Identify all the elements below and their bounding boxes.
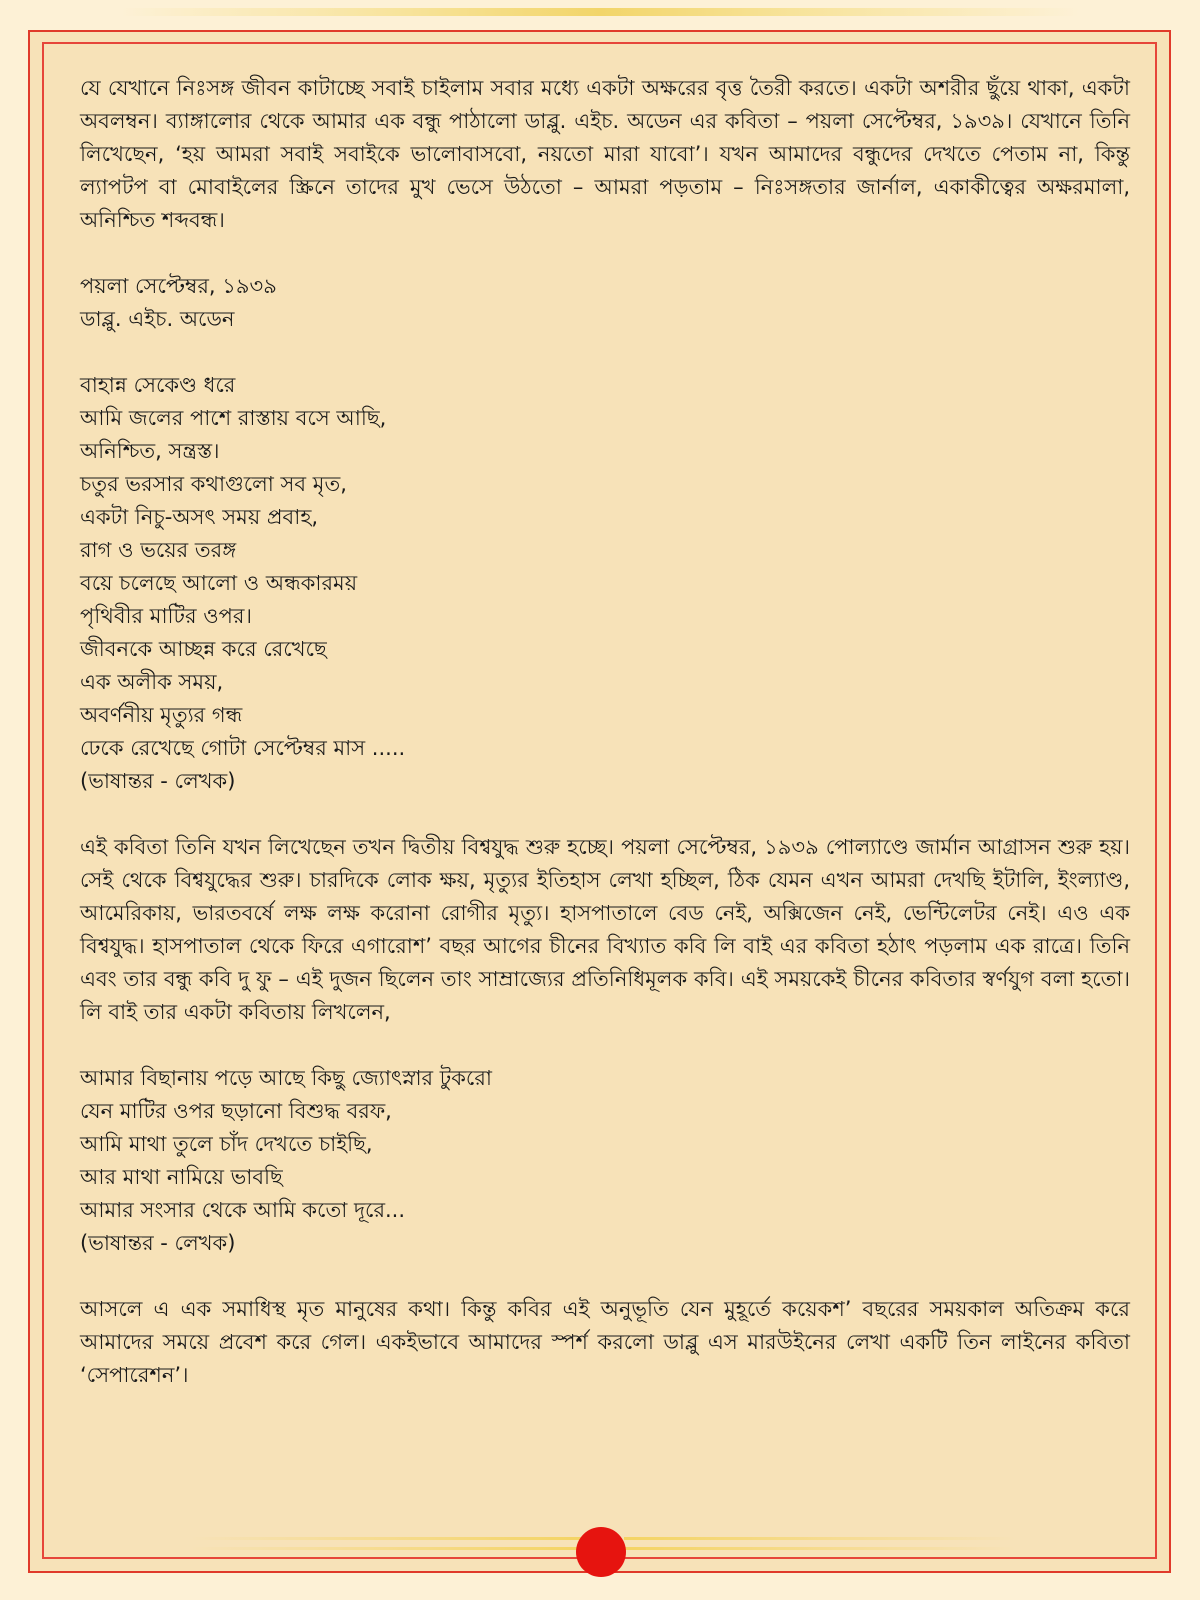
bottom-ornament-line-left-lower bbox=[190, 1547, 582, 1550]
poem-line: রাগ ও ভয়ের তরঙ্গ bbox=[80, 538, 237, 562]
translation-credit: (ভাষান্তর - লেখক) bbox=[80, 769, 236, 793]
poem-line: জীবনকে আচ্ছন্ন করে রেখেছে bbox=[80, 637, 327, 661]
second-paragraph: এই কবিতা তিনি যখন লিখেছেন তখন দ্বিতীয় বিশ্বযুদ্ধ শুরু হচ্ছে। পয়লা সেপ্টেম্বর, ১৯৩৯ পোল্যাণ্ডে জার্মান আগ্রাসন শুরু হয়। সেই থেকে বিশ্বযুদ্ধের শুরু। চারদিকে লোক ক্ষয়, মৃত্যুর ইতিহাস লেখা হচ্ছিল, ঠিক যেমন এখন আমরা দেখছি ইটালি, ইংল্যাণ্ড, আমেরিকায়, ভারতবর্ষে লক্ষ লক্ষ করোনা রোগীর মৃত্যু। হাসপাতালে বেড নেই, অক্সিজেন নেই, ভেন্টিলেটর নেই। এও এক বিশ্বযুদ্ধ। হাসপাতাল থেকে ফিরে এগারোশ’ বছর আগের চীনের বিখ্যাত কবি লি বাই এর কবিতা হঠাৎ পড়লাম এক রাত্রে। তিনি এবং তার বন্ধু কবি দু ফু – এই দুজন ছিলেন তাং সাম্রাজ্যের প্রতিনিধিমূলক কবি। এই সময়কেই চীনের কবিতার স্বর্ণযুগ বলা হতো। লি বাই তার একটা কবিতায় লিখলেন, bbox=[80, 835, 1130, 1024]
red-circle-ornament bbox=[576, 1527, 626, 1577]
bottom-ornament-line-right-lower bbox=[624, 1547, 1016, 1550]
poem-li-bai bbox=[80, 1062, 1130, 1260]
poem-line: একটা নিচু-অসৎ সময় প্রবাহ, bbox=[80, 505, 319, 529]
poem-line: চতুর ভরসার কথাগুলো সব মৃত, bbox=[80, 472, 347, 496]
intro-paragraph: যে যেখানে নিঃসঙ্গ জীবন কাটাচ্ছে সবাই চাইলাম সবার মধ্যে একটা অক্ষরের বৃত্ত তৈরী করতে। একটা অশরীর ছুঁয়ে থাকা, একটা অবলম্বন। ব্যাঙ্গালোর থেকে আমার এক বন্ধু পাঠালো ডাব্লু. এইচ. অডেন এর কবিতা – পয়লা সেপ্টেম্বর, ১৯৩৯। যেখানে তিনি লিখেছেন, ‘হয় আমরা সবাই সবাইকে ভালোবাসবো, নয়তো মারা যাবো’। যখন আমাদের বন্ধুদের দেখতে পেতাম না, কিন্তু ল্যাপটপ বা মোবাইলের স্ক্রিনে তাদের মুখ ভেসে উঠতো – আমরা পড়তাম – নিঃসঙ্গতার জার্নাল, একাকীত্বের অক্ষরমালা, অনিশ্চিত শব্দবন্ধ। bbox=[80, 76, 1130, 232]
poem-line: যেন মাটির ওপর ছড়ানো বিশুদ্ধ বরফ, bbox=[80, 1099, 392, 1123]
poem-line: বয়ে চলেছে আলো ও অন্ধকারময় bbox=[80, 571, 358, 595]
poem-line: অবর্ণনীয় মৃত্যুর গন্ধ bbox=[80, 703, 243, 727]
poem-line: ঢেকে রেখেছে গোটা সেপ্টেম্বর মাস ..... bbox=[80, 736, 406, 760]
poem-line: এক অলীক সময়, bbox=[80, 670, 224, 694]
poem-line: আমার সংসার থেকে আমি কতো দূরে... bbox=[80, 1198, 406, 1222]
page-frame bbox=[28, 30, 1171, 1573]
top-decorative-line bbox=[120, 8, 1080, 16]
poem-line: অনিশ্চিত, সন্ত্রস্ত। bbox=[80, 439, 220, 463]
poem-title: পয়লা সেপ্টেম্বর, ১৯৩৯ bbox=[80, 274, 277, 298]
article-body bbox=[80, 72, 1130, 1392]
poem-line: আমি জলের পাশে রাস্তায় বসে আছি, bbox=[80, 406, 387, 430]
poem-line: আমি মাথা তুলে চাঁদ দেখতে চাইছি, bbox=[80, 1132, 373, 1156]
poem-line: বাহান্ন সেকেণ্ড ধরে bbox=[80, 373, 236, 397]
poem-author: ডাব্লু. এইচ. অডেন bbox=[80, 307, 235, 331]
bottom-ornament-line-right bbox=[624, 1537, 1016, 1540]
poem-line: পৃথিবীর মাটির ওপর। bbox=[80, 604, 252, 628]
bottom-ornament-line-left bbox=[190, 1537, 582, 1540]
translation-credit: (ভাষান্তর - লেখক) bbox=[80, 1231, 236, 1255]
poem-line: আমার বিছানায় পড়ে আছে কিছু জ্যোৎস্নার টুকরো bbox=[80, 1066, 492, 1090]
closing-paragraph: আসলে এ এক সমাধিস্থ মৃত মানুষের কথা। কিন্তু কবির এই অনুভূতি যেন মুহূর্তে কয়েকশ’ বছরের সময়কাল অতিক্রম করে আমাদের সময়ে প্রবেশ করে গেল। একইভাবে আমাদের স্পর্শ করলো ডাব্লু এস মারউইনের লেখা একটি তিন লাইনের কবিতা ‘সেপারেশন’। bbox=[80, 1297, 1130, 1387]
poem-line: আর মাথা নামিয়ে ভাবছি bbox=[80, 1165, 283, 1189]
poem-auden bbox=[80, 270, 1130, 798]
